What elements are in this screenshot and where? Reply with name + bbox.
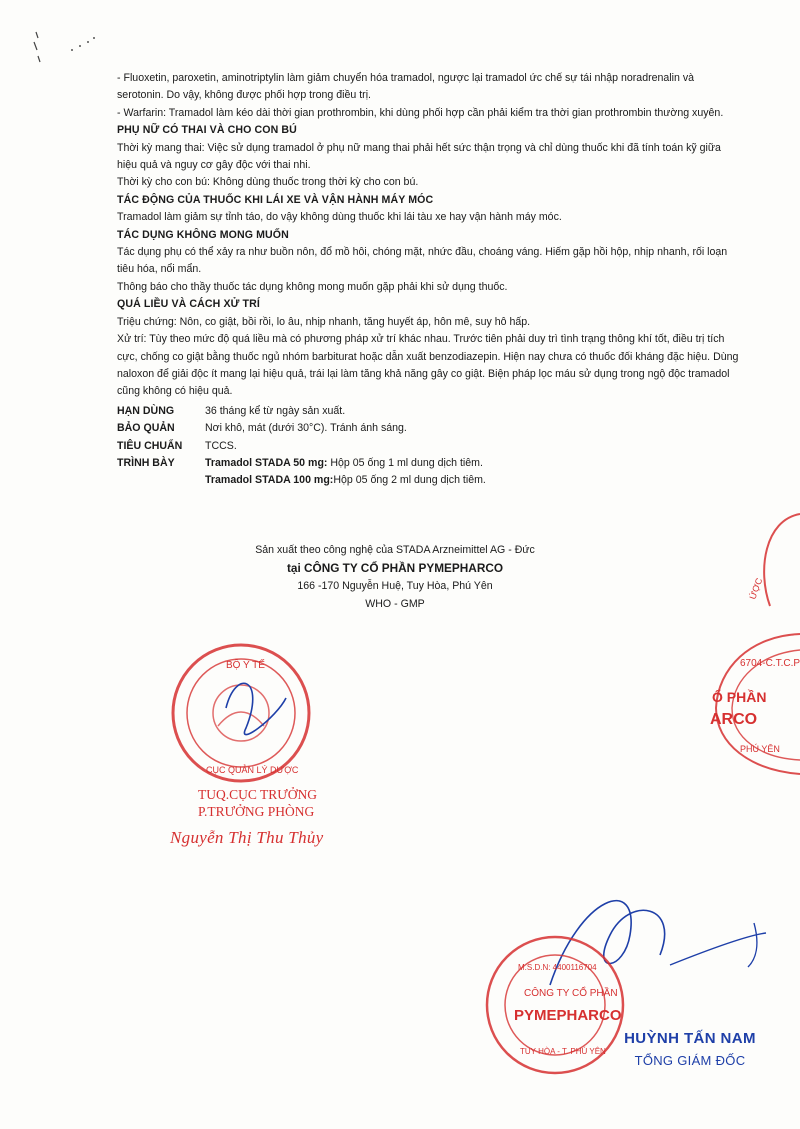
manufacturer-company: tại CÔNG TY CỔ PHẦN PYMEPHARCO xyxy=(286,561,504,575)
approval-signature xyxy=(170,786,390,850)
spec-value: TCCS. xyxy=(205,439,237,452)
svg-text:M.S.D.N: 4400116704: M.S.D.N: 4400116704 xyxy=(518,963,597,972)
director-title: TỔNG GIÁM ĐỐC xyxy=(634,1053,746,1068)
side-effects-report-text: Thông báo cho thầy thuốc tác dụng không mong muốn gặp phải khi sử dụng thuốc. xyxy=(117,280,508,293)
interaction-warfarin: - Warfarin: Tramadol làm kéo dài thời gian prothrombin, khi dùng phối hợp cần phải kiểm tra thời gian prothrombin thường xuyên. xyxy=(117,106,724,119)
product-100mg-desc: Hộp 05 ống 2 ml dung dịch tiêm. xyxy=(333,474,486,487)
spec-row-shelf-life xyxy=(117,403,742,420)
spec-value: Nơi khô, mát (dưới 30°C). Tránh ánh sáng. xyxy=(205,422,407,435)
product-100mg: Tramadol STADA 100 mg: xyxy=(205,474,334,487)
document-body xyxy=(117,70,742,490)
heading-side-effects: TÁC DỤNG KHÔNG MONG MUỐN xyxy=(117,228,289,241)
manufacturer-address: 166 -170 Nguyễn Huệ, Tuy Hòa, Phú Yên xyxy=(297,580,493,592)
svg-text:6704-C.T.C.P: 6704-C.T.C.P xyxy=(740,658,800,669)
svg-text:ARCO: ARCO xyxy=(710,711,758,728)
spec-value: 36 tháng kể từ ngày sản xuất. xyxy=(205,404,346,417)
manufacturer-cert: WHO - GMP xyxy=(365,598,425,610)
spec-value xyxy=(205,472,742,489)
partial-stamp-right-lower xyxy=(690,628,800,778)
svg-text:PYMEPHARCO: PYMEPHARCO xyxy=(514,1007,622,1024)
spec-row-presentation-2 xyxy=(117,472,742,489)
spec-key: TIÊU CHUẨN xyxy=(117,439,183,452)
approval-title-1: TUQ.CỤC TRƯỞNG xyxy=(198,787,317,802)
spec-key: TRÌNH BÀY xyxy=(117,456,175,469)
breastfeeding-text: Thời kỳ cho con bú: Không dùng thuốc trong thời kỳ cho con bú. xyxy=(117,176,419,189)
svg-text:TUY HÒA - T. PHÚ YÊN: TUY HÒA - T. PHÚ YÊN xyxy=(520,1047,606,1056)
heading-overdose: QUÁ LIỀU VÀ CÁCH XỬ TRÍ xyxy=(117,298,260,311)
manufacturer-block xyxy=(250,541,540,613)
spec-key: BẢO QUẢN xyxy=(117,422,175,435)
spec-row-storage xyxy=(117,420,742,437)
director-block xyxy=(600,1030,780,1068)
spec-key: HẠN DÙNG xyxy=(117,404,175,417)
approval-name: Nguyễn Thị Thu Thủy xyxy=(170,828,324,847)
approval-title-2: P.TRƯỞNG PHÒNG xyxy=(198,804,315,819)
svg-text:Ổ PHẦN: Ổ PHẦN xyxy=(712,689,767,705)
svg-text:CÔNG TY CỔ PHẦN: CÔNG TY CỔ PHẦN xyxy=(524,988,618,999)
spec-value xyxy=(205,455,742,472)
spec-row-standard xyxy=(117,438,742,455)
spec-key-empty xyxy=(117,472,205,489)
svg-text:PHÚ YÊN: PHÚ YÊN xyxy=(740,744,780,754)
overdose-treatment: Xử trí: Tùy theo mức độ quá liều mà có phương pháp xử trí khác nhau. Trước tiên phải duy trì tình trạng thông khí tốt, điều trị tích cực, chống co giật bằng thuốc ngủ nhóm barbiturat hoặc dẫn xuất benzodiazepin. Hiện nay chưa có thuốc đối kháng đặc hiệu. Dùng naloxon để giải độc ít mang lại hiệu quả, trái lại làm tăng khả năng gây co giật. Biện pháp lọc máu sử dụng trong ngộ độc tramadol cũng không có hiệu quả. xyxy=(117,333,739,398)
spec-table xyxy=(117,403,742,490)
director-name: HUỲNH TẤN NAM xyxy=(624,1030,756,1047)
product-50mg: Tramadol STADA 50 mg: xyxy=(205,456,328,469)
svg-text:ỨỢC: ỨỢC xyxy=(747,576,765,601)
svg-text:CỤC QUẢN LÝ DƯỢC: CỤC QUẢN LÝ DƯỢC xyxy=(206,765,299,775)
spec-row-presentation xyxy=(117,455,742,472)
side-effects-text: Tác dụng phụ có thể xảy ra như buồn nôn, đổ mồ hôi, chóng mặt, nhức đầu, choáng váng. Hiếm gặp hồi hộp, nhịp nhanh, rối loạn tiêu hóa, nổi mẩn. xyxy=(117,246,728,276)
driving-text: Tramadol làm giảm sự tỉnh táo, do vậy không dùng thuốc khi lái tàu xe hay vận hành máy móc. xyxy=(117,211,562,224)
partial-stamp-right-upper xyxy=(735,510,800,620)
heading-driving: TÁC ĐỘNG CỦA THUỐC KHI LÁI XE VÀ VẬN HÀNH MÁY MÓC xyxy=(117,193,434,206)
scan-marks xyxy=(28,28,108,78)
overdose-symptoms: Triệu chứng: Nôn, co giật, bồi rồi, lo âu, nhịp nhanh, tăng huyết áp, hôn mê, suy hô hấp. xyxy=(117,315,531,328)
product-50mg-desc: Hộp 05 ống 1 ml dung dịch tiêm. xyxy=(327,456,483,469)
ministry-stamp xyxy=(166,638,316,788)
manufacturer-tech: Sản xuất theo công nghệ của STADA Arzneimittel AG - Đức xyxy=(255,544,535,556)
pregnancy-text: Thời kỳ mang thai: Việc sử dụng tramadol ở phụ nữ mang thai phải hết sức thận trọng và chỉ dùng thuốc khi đã tính toán kỹ giữa hiệu quả và nguy cơ gây độc với thai nhi. xyxy=(117,141,721,172)
heading-pregnancy: PHỤ NỮ CÓ THAI VÀ CHO CON BÚ xyxy=(117,124,297,137)
interaction-fluoxetin: - Fluoxetin, paroxetin, aminotriptylin làm giảm chuyển hóa tramadol, ngược lại tramadol ức chế sự tái nhập noradrenalin và serotonin. Do vậy, không được phối hợp trong điều trị. xyxy=(117,72,695,102)
svg-text:BỘ Y TẾ: BỘ Y TẾ xyxy=(226,660,265,671)
